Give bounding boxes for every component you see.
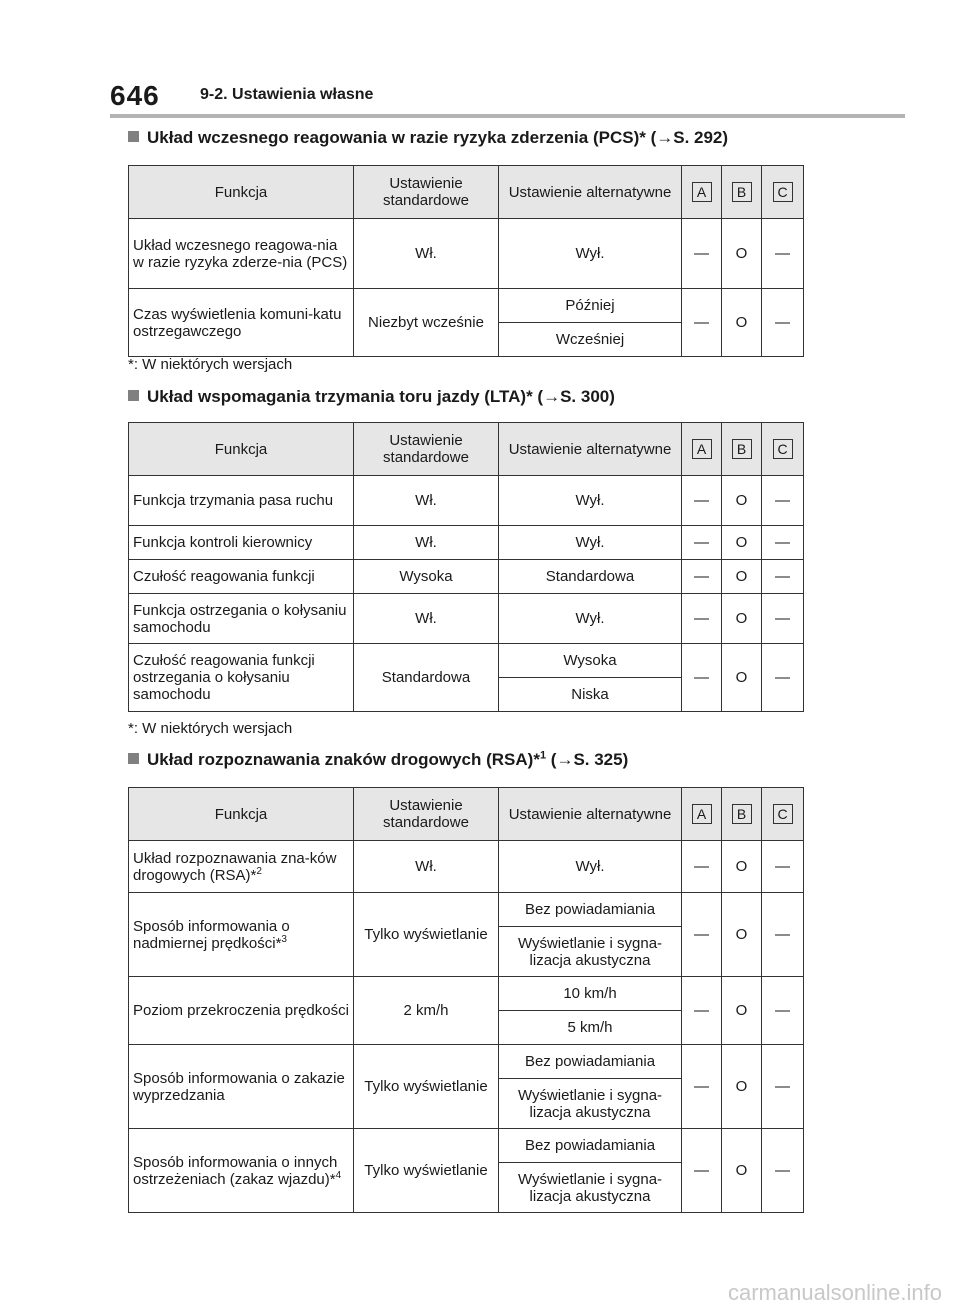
table-row: Niska <box>129 678 804 712</box>
table-row: Wyświetlanie i sygna-lizacja akustyczna <box>129 1079 804 1129</box>
watermark: carmanualsonline.info <box>727 1280 942 1305</box>
table-row: Układ wczesnego reagowa-nia w razie ryzyka zderze-nia (PCS) Wł. Wył. — O — <box>129 219 804 289</box>
page-header <box>110 80 905 118</box>
section-title: 9-2. Ustawienia własne <box>200 86 374 103</box>
heading-lta: Układ wspomagania trzymania toru jazdy (LTA)* (→S. 300) <box>128 387 615 407</box>
table-row: Sposób informowania o nadmiernej prędkości*$^3$ Tylko wyświetlanie Bez powiadamiania — O — <box>129 893 804 927</box>
table-row: Czułość reagowania funkcji Wysoka Standardowa — O — <box>129 560 804 594</box>
col-function: Funkcja <box>129 166 354 219</box>
table-row: Funkcja trzymania pasa ruchu Wł. Wył. — O — <box>129 476 804 526</box>
table-row: Czułość reagowania funkcji ostrzegania o kołysaniu samochodu Standardowa Wysoka — O — <box>129 644 804 678</box>
col-a: A <box>692 182 712 202</box>
page-number: 646 <box>110 80 160 111</box>
square-bullet-icon <box>128 753 139 764</box>
heading-rsa: Układ rozpoznawania znaków drogowych (RSA)*$^1$ (→S. 325) <box>128 750 628 770</box>
square-bullet-icon <box>128 390 139 401</box>
heading-pcs: Układ wczesnego reagowania w razie ryzyka zderzenia (PCS)* (→S. 292) <box>128 128 728 148</box>
col-c: C <box>773 182 793 202</box>
table-row: Funkcja kontroli kierownicy Wł. Wył. — O — <box>129 526 804 560</box>
table-row: Wyświetlanie i sygna-lizacja akustyczna <box>129 927 804 977</box>
table-header-row: Funkcja Ustawienie standardowe Ustawienie alternatywne A B C <box>129 788 804 841</box>
table-row: Wcześniej <box>129 323 804 357</box>
table-row: Funkcja ostrzegania o kołysaniu samochodu Wł. Wył. — O — <box>129 594 804 644</box>
footnote: *: W niektórych wersjach <box>128 720 293 737</box>
table-row: Poziom przekroczenia prędkości 2 km/h 10 km/h — O — <box>129 977 804 1011</box>
table-row: Sposób informowania o zakazie wyprzedzania Tylko wyświetlanie Bez powiadamiania — O — <box>129 1045 804 1079</box>
col-alternative: Ustawienie alternatywne <box>499 166 682 219</box>
table-rsa <box>128 787 804 1213</box>
table-row: 5 km/h <box>129 1011 804 1045</box>
table-row: Czas wyświetlenia komuni-katu ostrzegawczego Niezbyt wcześnie Później — O — <box>129 289 804 323</box>
table-header-row: Funkcja Ustawienie standardowe Ustawienie alternatywne A B C <box>129 423 804 476</box>
col-b: B <box>732 182 752 202</box>
table-header-row <box>129 166 804 219</box>
col-standard: Ustawienie standardowe <box>354 166 499 219</box>
table-row: Układ rozpoznawania zna-ków drogowych (RSA)*$^2$ Wł. Wył. — O — <box>129 841 804 893</box>
footnote: *: W niektórych wersjach <box>128 356 293 373</box>
table-pcs <box>128 165 804 357</box>
table-row: Sposób informowania o innych ostrzeżeniach (zakaz wjazdu)*$^4$ Tylko wyświetlanie Bez powiadamiania — O — <box>129 1129 804 1163</box>
table-row: Wyświetlanie i sygna-lizacja akustyczna <box>129 1163 804 1213</box>
square-bullet-icon <box>128 131 139 142</box>
table-lta <box>128 422 804 712</box>
